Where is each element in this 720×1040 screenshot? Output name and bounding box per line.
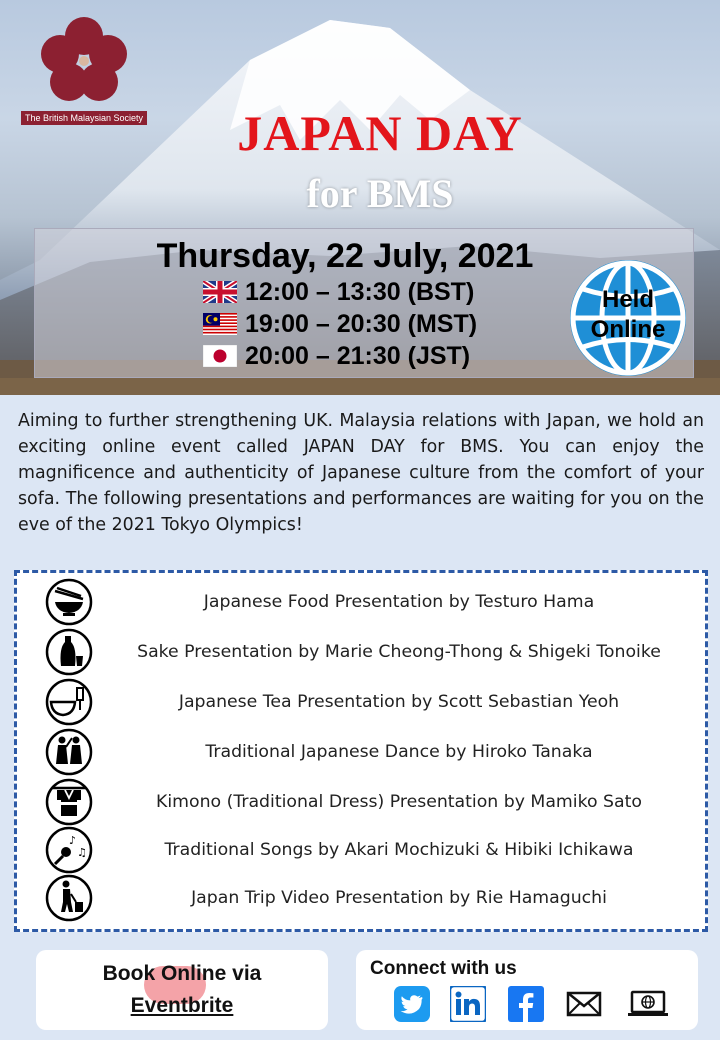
event-date: Thursday, 22 July, 2021 (156, 237, 534, 275)
program-label: Traditional Japanese Dance by Hiroko Tanaka (205, 742, 593, 762)
connect-card (356, 950, 698, 1030)
uk-flag-icon (203, 281, 237, 303)
held-online-badge (566, 285, 690, 345)
list-item (17, 778, 705, 826)
list-item (17, 628, 705, 676)
list-item (17, 728, 705, 776)
time-row-uk (203, 277, 474, 307)
food-bowl-icon (45, 578, 93, 626)
program-label: Kimono (Traditional Dress) Presentation by Mamiko Sato (156, 792, 642, 812)
program-label: Traditional Songs by Akari Mochizuki & Hibiki Ichikawa (164, 840, 634, 860)
intro-paragraph: Aiming to further strengthening UK. Malaysia relations with Japan, we hold an exciting online event called JAPAN DAY for BMS. You can enjoy the magnificence and authenticity of Japanese culture from the comfort of your sofa. The following presentations and performances are waiting for you on the eve of the 2021 Tokyo Olympics! (18, 411, 704, 535)
program-label: Japanese Tea Presentation by Scott Sebastian Yeoh (178, 692, 620, 712)
list-item (17, 874, 705, 922)
svg-text:♪: ♪ (69, 834, 77, 847)
booking-card (36, 950, 328, 1030)
time-malaysia: 19:00 – 20:30 (MST) (245, 309, 478, 338)
malaysia-flag-icon (203, 313, 237, 335)
eventbrite-link[interactable]: Eventbrite (130, 994, 234, 1017)
program-label: Japanese Food Presentation by Testuro Hama (203, 592, 595, 612)
program-label: Japan Trip Video Presentation by Rie Hamaguchi (191, 888, 607, 908)
list-item (17, 826, 705, 874)
time-japan: 20:00 – 21:30 (JST) (245, 341, 471, 370)
tea-bowl-icon (45, 678, 93, 726)
badge-line-held: Held (601, 286, 654, 313)
program-label: Sake Presentation by Marie Cheong-Thong & Shigeki Tonoike (137, 642, 661, 662)
sake-bottle-icon (45, 628, 93, 676)
connect-title: Connect with us (370, 958, 517, 979)
event-title: JAPAN DAY (237, 105, 523, 161)
book-online-label: Book Online via (102, 962, 262, 985)
japan-flag-icon (203, 345, 237, 367)
badge-line-online: Online (590, 316, 666, 343)
hibiscus-logo-icon (38, 14, 130, 106)
time-row-malaysia (203, 309, 477, 339)
website-icon[interactable] (626, 986, 670, 1022)
time-uk: 12:00 – 13:30 (BST) (245, 277, 475, 306)
twitter-icon[interactable] (394, 986, 430, 1022)
list-item (17, 678, 705, 726)
logo-caption: The British Malaysian Society (21, 111, 147, 125)
program-list (14, 570, 708, 932)
email-icon[interactable] (566, 986, 602, 1022)
list-item (17, 578, 705, 626)
microphone-music-icon (45, 826, 93, 874)
kimono-icon (45, 778, 93, 826)
facebook-icon[interactable] (508, 986, 544, 1022)
event-subtitle: for BMS (306, 171, 454, 216)
hero-banner (0, 0, 720, 395)
traveler-icon (45, 874, 93, 922)
dancers-icon (45, 728, 93, 776)
svg-text:♫: ♫ (77, 846, 87, 859)
time-row-japan (203, 341, 470, 371)
linkedin-icon[interactable] (450, 986, 486, 1022)
